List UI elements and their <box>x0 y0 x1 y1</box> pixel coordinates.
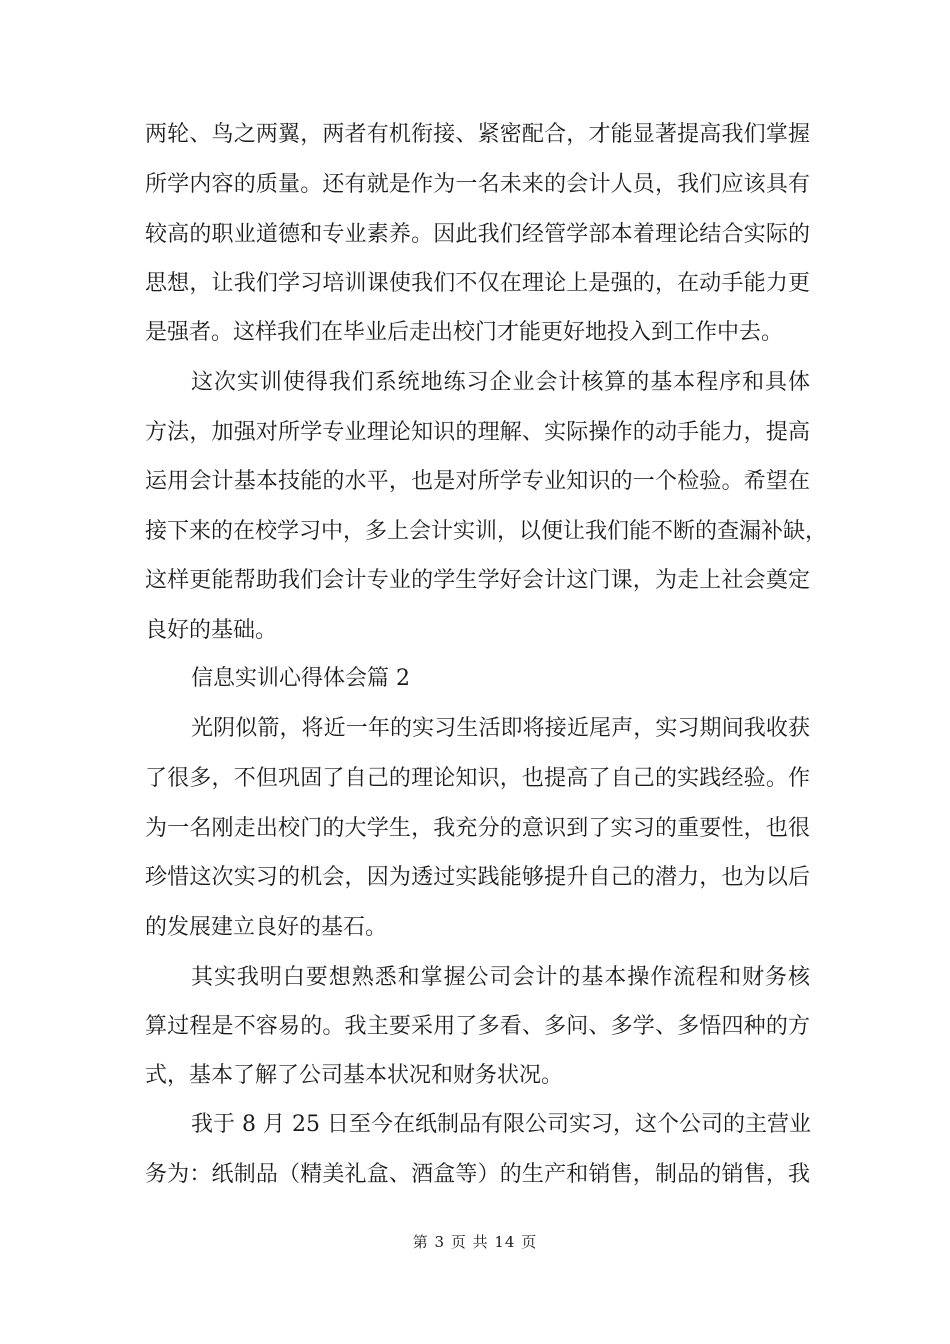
text-line: 较高的职业道德和专业素养。因此我们经管学部本着理论结合实际的 <box>145 222 810 247</box>
text-line: 是强者。这样我们在毕业后走出校门才能更好地投入到工作中去。 <box>145 320 784 345</box>
text-line: 务为：纸制品（精美礼盒、酒盒等）的生产和销售，制品的销售，我 <box>145 1162 810 1187</box>
text-line: 这次实训使得我们系统地练习企业会计核算的基本程序和具体 <box>191 370 810 395</box>
text-line: 运用会计基本技能的水平，也是对所学专业知识的一个检验。希望在 <box>145 469 810 494</box>
text-line: 的发展建立良好的基石。 <box>145 915 388 940</box>
text-line: 算过程是不容易的。我主要采用了多看、多问、多学、多悟四种的方 <box>145 1014 810 1039</box>
text-line: 思想，让我们学习培训课使我们不仅在理论上是强的，在动手能力更 <box>145 271 810 296</box>
section-heading: 信息实训心得体会篇 2 <box>191 666 410 691</box>
text-line: 我于 8 月 25 日至今在纸制品有限公司实习，这个公司的主营业 <box>191 1112 811 1137</box>
text-line: 为一名刚走出校门的大学生，我充分的意识到了实习的重要性，也很 <box>145 816 810 841</box>
text-line: 珍惜这次实习的机会，因为透过实践能够提升自己的潜力，也为以后 <box>145 865 810 890</box>
text-line: 良好的基础。 <box>145 618 278 643</box>
text-line: 了很多，不但巩固了自己的理论知识，也提高了自己的实践经验。作 <box>145 766 810 791</box>
text-line: 光阴似箭，将近一年的实习生活即将接近尾声，实习期间我收获 <box>191 716 810 741</box>
text-line: 这样更能帮助我们会计专业的学生学好会计这门课，为走上社会奠定 <box>145 568 810 593</box>
text-line: 接下来的在校学习中，多上会计实训，以便让我们能不断的查漏补缺， <box>145 519 828 544</box>
page-number: 第 3 页 共 14 页 <box>412 1233 538 1251</box>
text-line: 两轮、鸟之两翼，两者有机衔接、紧密配合，才能显著提高我们掌握 <box>145 122 810 147</box>
text-line: 式，基本了解了公司基本状况和财务状况。 <box>145 1063 564 1088</box>
text-line: 其实我明白要想熟悉和掌握公司会计的基本操作流程和财务核 <box>191 965 810 990</box>
text-line: 方法，加强对所学专业理论知识的理解、实际操作的动手能力，提高 <box>145 420 810 445</box>
text-line: 所学内容的质量。还有就是作为一名未来的会计人员，我们应该具有 <box>145 172 810 197</box>
